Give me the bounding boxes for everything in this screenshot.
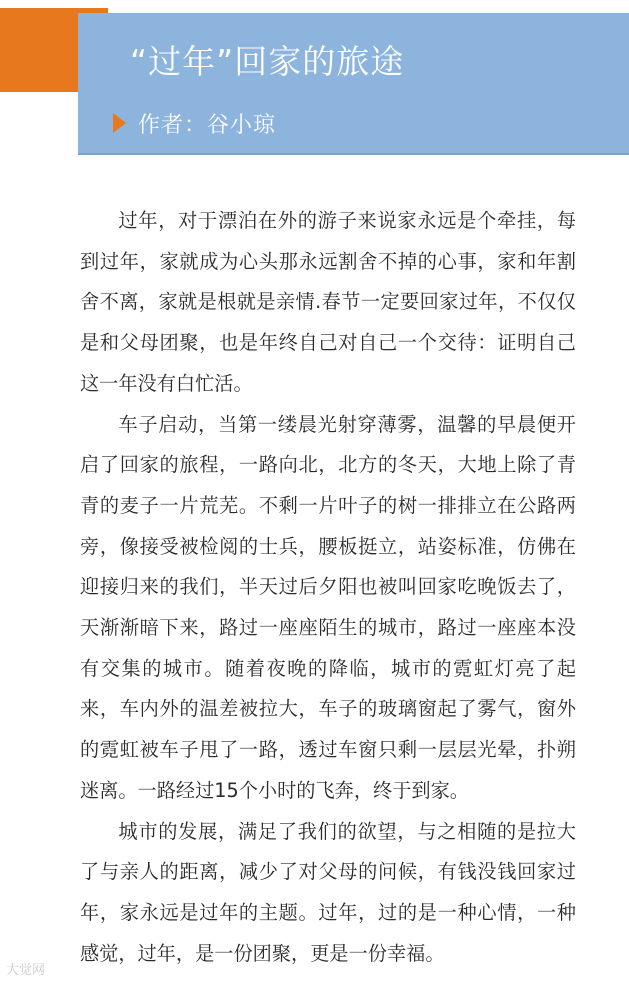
author-row [113, 106, 276, 140]
paragraph-3: 城市的发展，满足了我们的欲望，与之相随的是拉大了与亲人的距离，减少了对父母的问候，有钱没钱回家过年，家永远是过年的主题。过年，过的是一种心情，一种感觉，过年，是一份团聚，更是一份幸福。 [80, 819, 576, 965]
play-triangle-icon [113, 113, 126, 133]
watermark: 大觉网 [6, 963, 46, 978]
article-title: “过年”回家的旅途 [130, 42, 405, 81]
paragraph-1: 过年，对于漂泊在外的游子来说家永远是个牵挂，每到过年，家就成为心头那永远割舍不掉的心事，家和年割舍不离，家就是根就是亲情.春节一定要回家过年，不仅仅是和父母团聚，也是年终自己对自己一个交待：证明自己这一年没有白忙活。 [80, 209, 576, 395]
author-name: 作者：谷小琼 [138, 112, 277, 138]
article-body [80, 201, 576, 974]
paragraph-2: 车子启动，当第一缕晨光射穿薄雾，温馨的早晨便开启了回家的旅程，一路向北，北方的冬天，大地上除了青青的麦子一片荒芜。不剩一片叶子的树一排排立在公路两旁，像接受被检阅的士兵，腰板挺立，站姿标准，仿佛在迎接归来的我们，半天过后夕阳也被叫回家吃晚饭去了，天渐渐暗下来，路过一座座陌生的城市，路过一座座本没有交集的城市。随着夜晚的降临，城市的霓虹灯亮了起来，车内外的温差被拉大，车子的玻璃窗起了雾气，窗外的霓虹被车子甩了一路，透过车窗只剩一层层光晕，扑朔迷离。一路经过15个小时的飞奔，终于到家。 [80, 412, 576, 802]
